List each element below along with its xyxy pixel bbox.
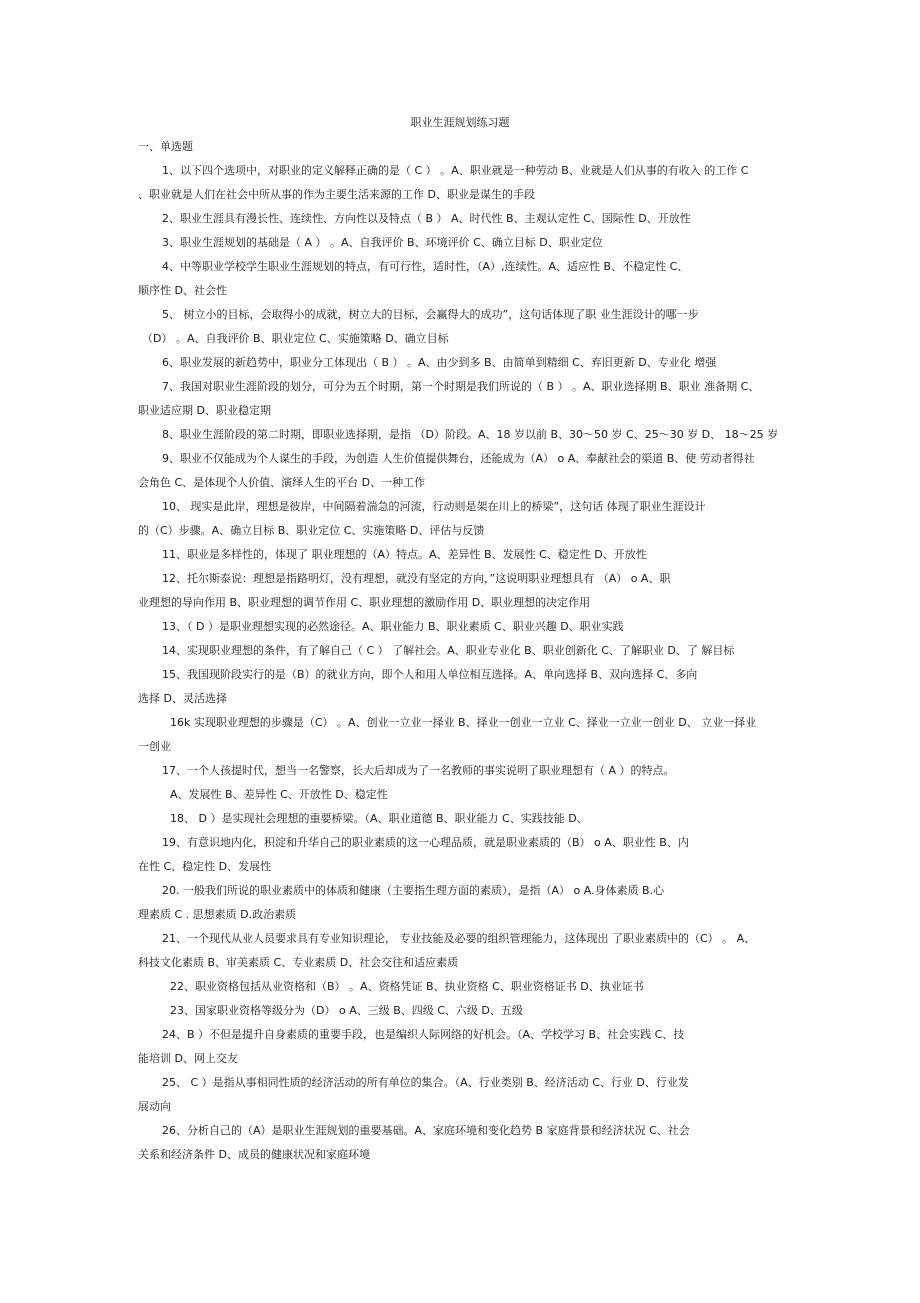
question-item <box>138 807 786 831</box>
question-line: 、职业就是人们在社会中所从事的作为主要生活来源的工作 D、职业是谋生的手段 <box>138 188 535 201</box>
question-item <box>138 615 786 639</box>
question-item <box>138 927 786 975</box>
question-item <box>138 567 786 615</box>
question-line: 13、（ D ）是职业理想实现的必然途径。A、职业能力 B、职业素质 C、职业兴趣 D、职业实践 <box>162 620 624 633</box>
question-line: 20. 一般我们所说的职业素质中的体质和健康（主要指生理方面的素质），是指（A） o A.身体素质 B.心 <box>162 884 665 897</box>
question-line: 1、以下四个选项中，对职业的定义解释正确的是（ C ） 。A、职业就是一种劳动 B、业就是人们从事的有收入 的工作 C <box>162 164 749 177</box>
question-line: 一创业 <box>138 740 171 753</box>
question-line: 5、 树立小的目标，会取得小的成就，树立大的目标，会赢得大的成功”，这句话体现了职 业生涯设计的哪一步 <box>162 308 699 321</box>
question-item <box>138 351 786 375</box>
question-line: 15、我国现阶段实行的是（B）的就业方向，即个人和用人单位相互选择。A、单向选择 B、双向选择 C、多向 <box>162 668 698 681</box>
question-item <box>138 879 786 927</box>
question-line: 18、 D ）是实现社会理想的重要桥梁。（A、职业道德 B、职业能力 C、实践技能 D、 <box>170 812 588 825</box>
question-line: 的（C）步骤。A、确立目标 B、职业定位 C、实施策略 D、评估与反馈 <box>138 524 485 537</box>
question-line: 19、有意识地内化，积淀和升华自己的职业素质的这一心理品质，就是职业素质的（B） o A、职业性 B、内 <box>162 836 689 849</box>
question-line: 16k 实现职业理想的步骤是（C） 。A、创业一立业一择业 B、择业一创业一立业 C、择业一立业一创业 D、 立业一择业 <box>170 716 757 729</box>
question-line: 10、 现实是此岸，理想是彼岸，中间隔着湍急的河流，行动则是架在川上的桥梁”，这句话 体现了职业生涯设计 <box>162 500 706 513</box>
question-line: 21、一个现代从业人员要求具有专业知识理论， 专业技能及必要的组织管理能力，这体现出 了职业素质中的（C） 。 A、 <box>162 932 756 945</box>
question-item <box>138 663 786 711</box>
question-line: 23、国家职业资格等级分为（D） o A、三级 B、四级 C、六级 D、五级 <box>170 1004 523 1017</box>
question-list <box>138 159 786 1167</box>
question-line: 24、B ）不但是提升自身素质的重要手段，也是编织人际网络的好机会。（A、学校学习 B、社会实践 C、技 <box>162 1028 685 1041</box>
question-line: 科技文化素质 B、审美素质 C、专业素质 D、社会交往和适应素质 <box>138 956 459 969</box>
question-line: （D） 。A、自我评价 B、职业定位 C、实施策略 D、确立目标 <box>142 332 449 345</box>
question-line: 职业适应期 D、职业稳定期 <box>138 404 271 417</box>
question-line: 理素质 C . 思想素质 D.政治素质 <box>138 908 297 921</box>
question-item <box>138 543 786 567</box>
question-item <box>138 159 786 207</box>
question-line: 在性 C、稳定性 D、发展性 <box>138 860 272 873</box>
question-item <box>138 207 786 231</box>
question-item <box>138 639 786 663</box>
question-item <box>138 831 786 879</box>
question-item <box>138 303 786 351</box>
question-line: 选择 D、灵活选择 <box>138 692 227 705</box>
question-item <box>138 1071 786 1119</box>
question-line: 7、我国对职业生涯阶段的划分，可分为五个时期，第一个时期是我们所说的（ B ） 。A、职业选择期 B、职业 准备期 C、 <box>162 380 760 393</box>
question-line: 会角色 C、是体现个人价值、演绎人生的平台 D、一种工作 <box>138 476 426 489</box>
question-line: 25、 C ）是指从事相同性质的经济活动的所有单位的集合。（A、行业类别 B、经济活动 C、行业 D、行业发 <box>162 1076 689 1089</box>
question-line: A、发展性 B、差异性 C、开放性 D、稳定性 <box>170 788 388 801</box>
question-item <box>138 375 786 423</box>
section-heading: 一、单选题 <box>138 140 193 153</box>
question-item <box>138 999 786 1023</box>
question-item <box>138 423 786 447</box>
question-line: 展动向 <box>138 1100 171 1113</box>
question-line: 9、职业不仅能成为个人谋生的手段，为创造 人生价值提供舞台，还能成为（A） o A、奉献社会的渠道 B、使 劳动者得社 <box>162 452 755 465</box>
question-item <box>138 255 786 303</box>
question-item <box>138 711 786 759</box>
question-line: 关系和经济条件 D、成员的健康状况和家庭环境 <box>138 1148 370 1161</box>
question-item <box>138 975 786 999</box>
question-line: 3、职业生涯规划的基础是（ A ） 。A、自我评价 B、环境评价 C、确立目标 D、职业定位 <box>162 236 603 249</box>
question-line: 8、职业生涯阶段的第二时期，即职业选择期，是指 （D）阶段。A、18 岁以前 B、30～50 岁 C、25～30 岁 D、 18～25 岁 <box>162 428 779 441</box>
question-item <box>138 1023 786 1071</box>
question-item <box>138 495 786 543</box>
question-line: 业理想的导向作用 B、职业理想的调节作用 C、职业理想的激励作用 D、职业理想的决定作用 <box>138 596 591 609</box>
question-line: 22、职业资格包括从业资格和（B） 。A、资格凭证 B、执业资格 C、职业资格证书 D、执业证书 <box>170 980 644 993</box>
question-line: 6、职业发展的新趋势中，职业分工体现出（ B ） 。A、由少到多 B、由简单到精细 C、弃旧更新 D、专业化 增强 <box>162 356 717 369</box>
question-item <box>138 1119 786 1167</box>
question-line: 12、托尔斯泰说：理想是指路明灯，没有理想，就没有坚定的方向，”这说明职业理想具有 （A） o A、职 <box>162 572 671 585</box>
question-line: 26、分析自己的（A）是职业生涯规划的重要基础。A、家庭环境和变化趋势 B 家庭背景和经济状况 C、社会 <box>162 1124 690 1137</box>
question-line: 11、职业是多样性的，体现了 职业理想的（A）特点。A、差异性 B、发展性 C、稳定性 D、开放性 <box>162 548 647 561</box>
question-line: 能培训 D、网上交友 <box>138 1052 238 1065</box>
question-line: 14、实现职业理想的条件，有了解自己（ C ） 了解社会。A、职业专业化 B、职业创新化 C、了解职业 D、了 解目标 <box>162 644 735 657</box>
question-line: 2、职业生涯具有漫长性、连续性、方向性以及特点（ B ） A、时代性 B、主观认定性 C、国际性 D、开放性 <box>162 212 691 225</box>
question-item <box>138 759 786 807</box>
question-line: 17、一个人孩提时代，想当一名警察，长大后却成为了一名教师的事实说明了职业理想有（ A ）的特点。 <box>162 764 675 777</box>
question-item <box>138 447 786 495</box>
question-line: 顺序性 D、社会性 <box>138 284 227 297</box>
document-title: 职业生涯规划练习题 <box>410 116 510 129</box>
question-item <box>138 231 786 255</box>
question-line: 4、中等职业学校学生职业生涯规划的特点，有可行性，适时性，（A）,连续性。A、适应性 B、不稳定性 C、 <box>162 260 689 273</box>
